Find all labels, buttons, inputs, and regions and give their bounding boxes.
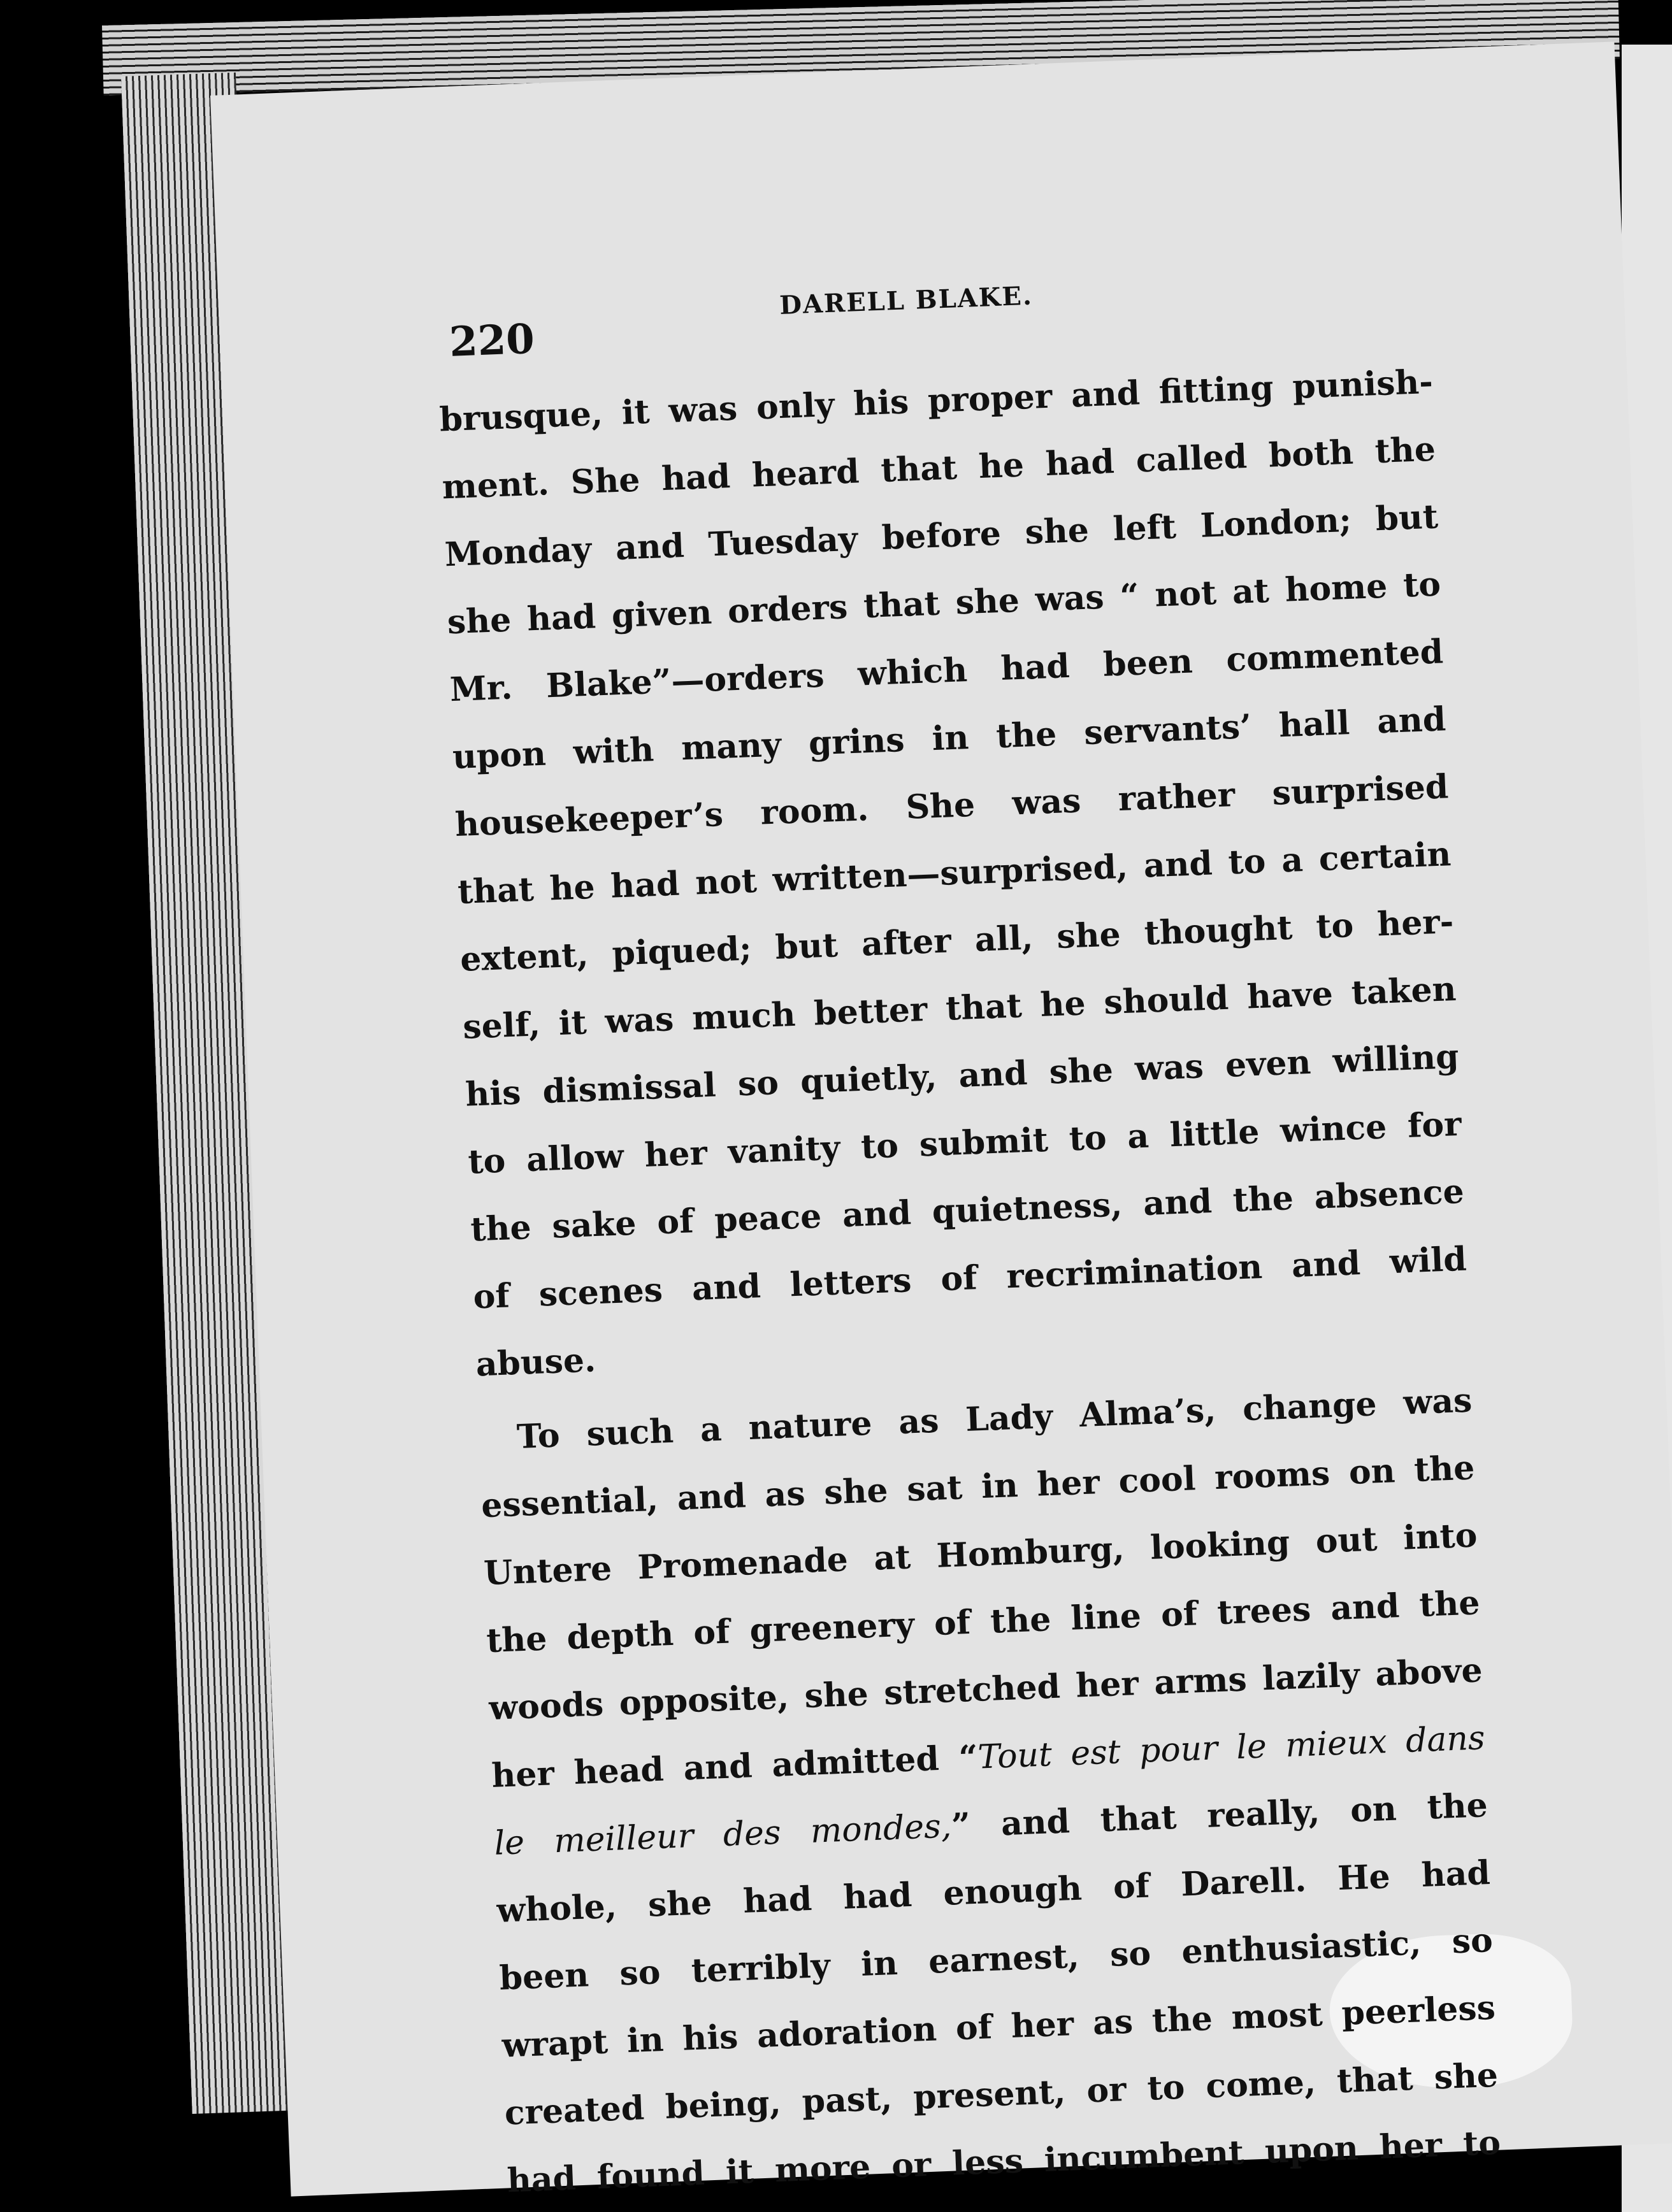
page-header — [448, 265, 1435, 366]
paragraph-2 — [477, 1367, 1502, 2212]
text-line: brusque, it was only his proper and fitting punish- — [438, 362, 1434, 440]
text-line: Mr. Blake”—orders which had been commented — [449, 632, 1445, 710]
body-text — [438, 348, 1502, 2212]
text-line: ment. She had heard that he had called both the — [441, 429, 1436, 507]
text-segment: her head and admitted “ — [491, 1737, 979, 1795]
text-line: to allow her vanity to submit to a little wince for — [467, 1104, 1462, 1182]
text-line: extent, piqued; but after all, she thought to her- — [459, 902, 1455, 979]
text-line: essential, and as she sat in her cool rooms on the — [480, 1448, 1476, 1526]
text-line: To such a nature as Lady Alma’s, change was — [516, 1381, 1473, 1457]
text-line: she had given orders that she was “ not at home to — [446, 564, 1442, 642]
text-line: housekeeper’s room. She was rather surprised — [454, 767, 1450, 845]
text-line: had found it more or less incumbent upon her to — [506, 2123, 1502, 2201]
text-line: self, it was much better that he should have taken — [462, 969, 1457, 1047]
text-segment: ” and that really, on the — [950, 1786, 1488, 1846]
text-line: been so terribly in earnest, so enthusiastic, so — [498, 1920, 1494, 1998]
text-line: woods opposite, she stretched her arms lazily above — [488, 1651, 1483, 1728]
french-quote: Tout est pour le mieux dans — [977, 1719, 1486, 1777]
text-line: upon with many grins in the servants’ hall and — [451, 700, 1447, 777]
text-line: the sake of peace and quietness, and the absence — [470, 1172, 1465, 1249]
running-head: DARELL BLAKE. — [779, 280, 1034, 320]
text-line: the depth of greenery of the line of trees and the — [486, 1583, 1481, 1661]
paragraph-1 — [438, 348, 1471, 1399]
french-quote: le meilleur des mondes, — [493, 1807, 953, 1863]
book-page — [210, 41, 1672, 2201]
text-line: whole, she had had enough of Darell. He had — [496, 1853, 1491, 1930]
text-line: created being, past, present, or to come, that she — [503, 2055, 1499, 2133]
page-number: 220 — [448, 315, 536, 366]
text-line: Monday and Tuesday before she left London; but — [443, 497, 1439, 575]
text-line: of scenes and letters of recrimination and wild — [472, 1239, 1467, 1317]
text-line: his dismissal so quietly, and she was even willing — [465, 1037, 1460, 1114]
text-line: wrapt in his adoration of her as the most peerless — [501, 1988, 1496, 2065]
text-line: Untere Promenade at Homburg, looking out into — [483, 1516, 1478, 1593]
text-line: abuse. — [475, 1340, 597, 1384]
text-line: that he had not written—surprised, and to a certain — [457, 835, 1452, 912]
